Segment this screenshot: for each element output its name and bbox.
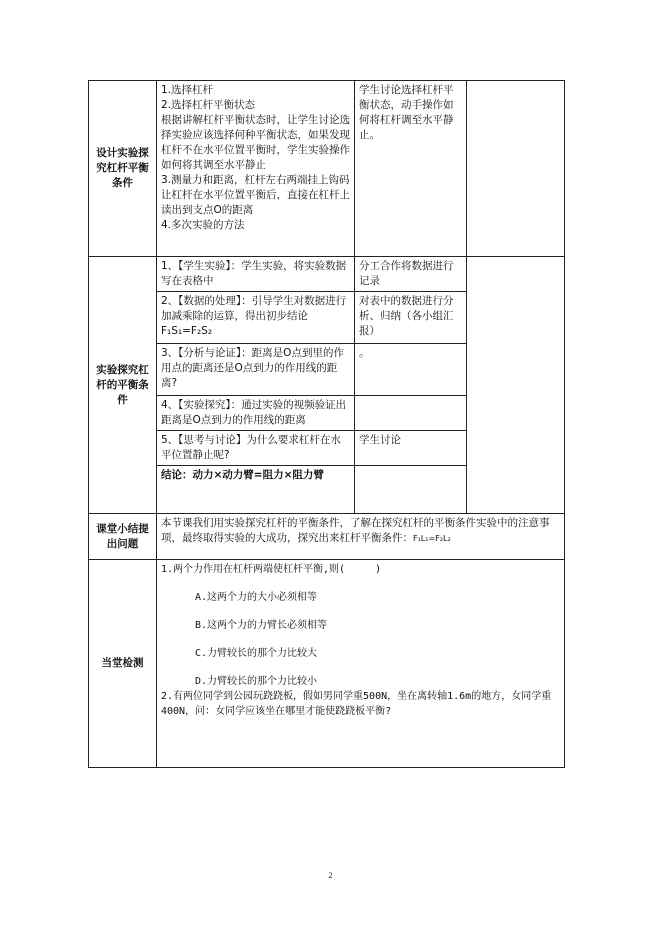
option-d: D.力臂较长的那个力比较小 (195, 676, 318, 687)
summary-row (89, 514, 565, 560)
explore-label: 实验探究杠杆的平衡条件 (89, 257, 157, 514)
summary-content (157, 514, 565, 560)
design-notes (467, 81, 565, 257)
design-item-4: 3.测量力和距离，杠杆左右两端挂上钩码让杠杆在水平位置平衡后，直接在杠杆上读出到支点O的距离 (161, 174, 350, 216)
lesson-plan-table (88, 80, 565, 768)
question-1: 1.两个力作用在杠杆两端使杠杆平衡,则( ) (161, 564, 382, 575)
option-c: C.力臂较长的那个力比较大 (195, 648, 318, 659)
explore-conclusion: 结论：动力×动力臂=阻力×阻力臂 (157, 466, 355, 514)
question-2: 2.有两位同学到公园玩跷跷板，假如男同学重500N，坐在离转轴1.6m的地方，女同学重400N，问：女同学应该坐在哪里才能使跷跷板平衡? (161, 691, 552, 717)
design-item-3: 根据讲解杠杆平衡状态时，让学生讨论选择实验应该选择何种平衡状态，如果发现杠杆不在水平位置平衡时，学生实验操作如何将其调至水平静止 (161, 114, 350, 171)
summary-label: 课堂小结提出问题 (89, 514, 157, 560)
explore-content-2: 2、【数据的处理】：引导学生对数据进行加减乘除的运算，得出初步结论F₁S₁=F₂S₂ (157, 292, 355, 344)
check-row (89, 560, 565, 768)
explore-content-5: 5、【思考与讨论】为什么要求杠杆在水平位置静止呢? (157, 431, 355, 466)
design-item-1: 1.选择杠杆 (161, 84, 214, 96)
explore-student-3: 。 (355, 344, 467, 396)
explore-student-4 (355, 396, 467, 431)
design-label: 设计实验探究杠杆平衡条件 (89, 81, 157, 257)
option-a: A.这两个力的大小必须相等 (195, 592, 318, 603)
design-row (89, 81, 565, 257)
explore-student-1: 分工合作将数据进行记录 (355, 257, 467, 292)
design-content (157, 81, 355, 257)
summary-formula: F₁L₁=F₂L₂ (413, 534, 451, 543)
page-number: 2 (328, 871, 333, 880)
summary-text: 本节课我们用实验探究杠杆的平衡条件，了解在探究杠杆的平衡条件实验中的注意事项，最终取得实验的大成功，探究出来杠杆平衡条件： (161, 517, 550, 544)
check-content (157, 560, 565, 768)
explore-row-1 (89, 257, 565, 292)
explore-student-2: 对表中的数据进行分析、归纳（各小组汇报） (355, 292, 467, 344)
explore-content-3: 3、【分析与论证】：距离是O点到里的作用点的距离还是O点到力的作用线的距离? (157, 344, 355, 396)
explore-student-5: 学生讨论 (355, 431, 467, 466)
design-item-5: 4.多次实验的方法 (161, 219, 245, 231)
design-item-2: 2.选择杠杆平衡状态 (161, 99, 256, 111)
explore-content-4: 4、【实验探究】：通过实验的视频验证出距离是O点到力的作用线的距离 (157, 396, 355, 431)
option-b: B.这两个力的力臂长必须相等 (195, 620, 328, 631)
check-label: 当堂检测 (89, 560, 157, 768)
explore-notes (467, 257, 565, 514)
design-student-activity: 学生讨论选择杠杆平衡状态，动手操作如何将杠杆调至水平静止。 (355, 81, 467, 257)
explore-content-1: 1、【学生实验】：学生实验，将实验数据写在表格中 (157, 257, 355, 292)
explore-student-6 (355, 466, 467, 514)
